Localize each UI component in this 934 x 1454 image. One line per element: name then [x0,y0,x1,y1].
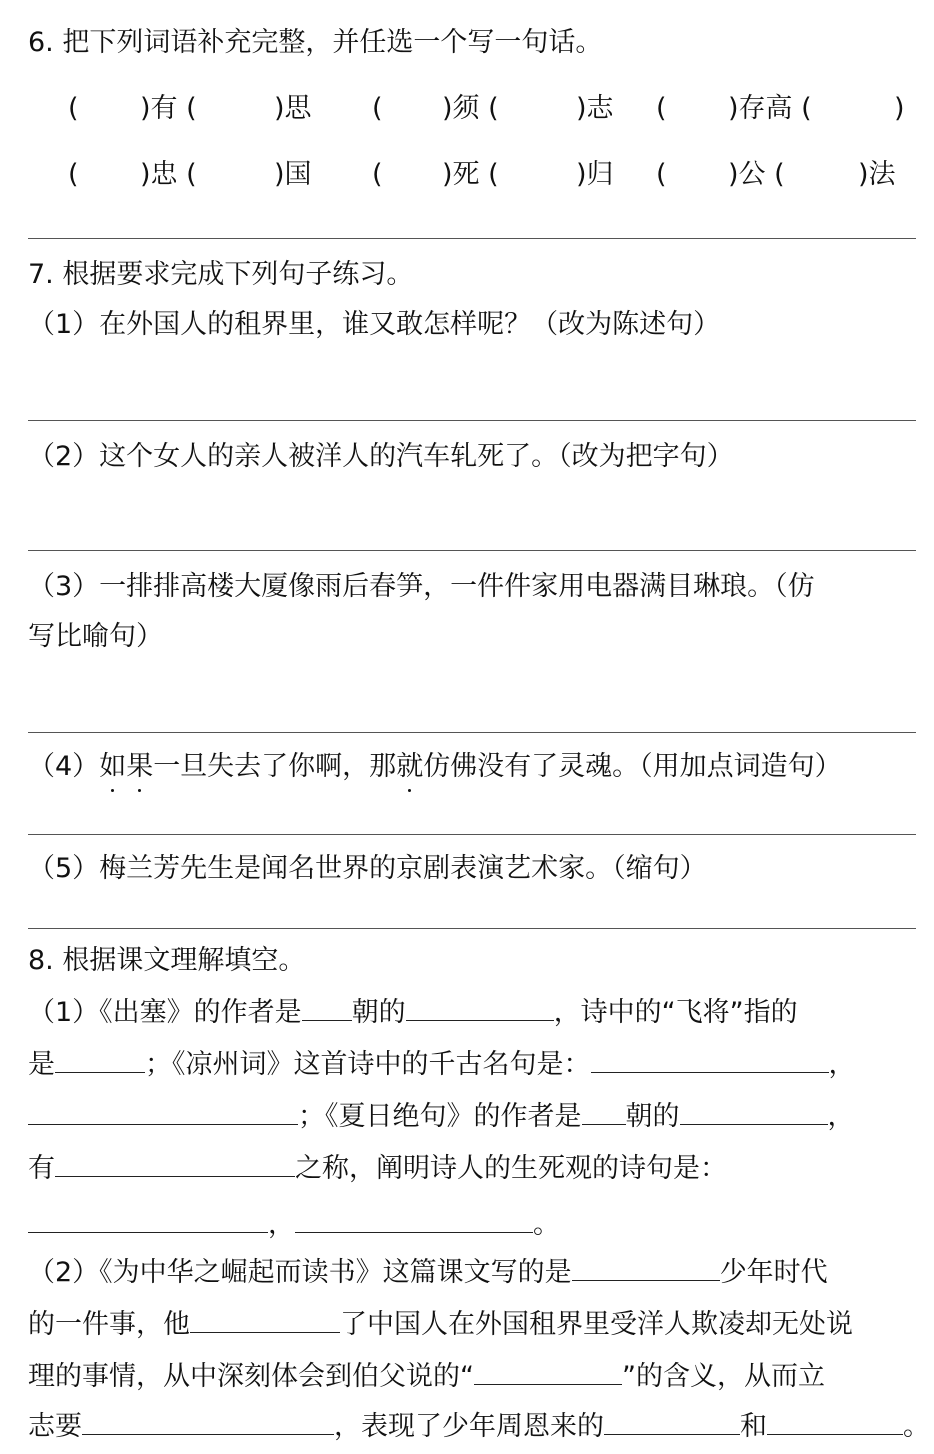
idiom-paren: ) [894,93,905,124]
fill-text: 志要 [28,1411,82,1442]
sentence-text: 一旦失去了你啊，那 [153,751,397,782]
idiom-paren: ( [68,159,79,190]
answer-line[interactable] [28,732,916,733]
fill-text: 的一件事，他 [28,1309,190,1340]
q8-part-2-line-2 [28,1308,853,1342]
idiom-paren: )有 ( [140,93,197,124]
fill-blank[interactable] [82,1412,334,1435]
idiom-paren: )死 ( [442,159,499,190]
fill-text: 理的事情，从中深刻体会到伯父说的“ [28,1361,474,1392]
q8-part-1-line-1 [28,996,798,1030]
fill-text: 是 [28,1049,55,1080]
answer-line[interactable] [28,550,916,551]
fill-text: ， [827,1101,855,1132]
idiom-paren: )公 ( [728,159,785,190]
fill-text: ；《凉州词》这首诗中的千古名句是： [145,1049,591,1080]
dotted-char: 果 [126,751,154,782]
fill-text: ， [828,1049,856,1080]
fill-blank[interactable] [55,1050,145,1073]
idiom-paren: ( [656,93,667,124]
fill-text: 少年时代 [719,1257,828,1288]
fill-text: ；《夏日绝句》的作者是 [298,1101,582,1132]
fill-text: 朝的 [625,1101,680,1132]
fill-text: 有 [28,1153,55,1184]
fill-text: 和 [740,1411,767,1442]
q7-sentence-3-line-2: 写比喻句） [28,621,163,652]
fill-blank[interactable] [406,998,554,1021]
fill-text: （1）《出塞》的作者是 [28,997,302,1028]
fill-text: （2）《为中华之崛起而读书》这篇课文写的是 [28,1257,572,1288]
fill-blank[interactable] [55,1154,295,1177]
q7-sentence-3-line-1: （3）一排排高楼大厦像雨后春笋，一件件家用电器满目琳琅。（仿 [28,571,815,602]
idiom-paren: ( [68,93,79,124]
idiom-paren: ( [372,93,383,124]
fill-text: 之称，阐明诗人的生死观的诗句是： [295,1153,727,1184]
idiom-paren: )国 [274,159,312,190]
dotted-char: 就 [396,751,424,782]
answer-line[interactable] [28,238,916,239]
idiom-paren: )志 [576,93,614,124]
idiom-paren: ( [372,159,383,190]
idiom-paren: ( [656,159,667,190]
q8-part-1-line-3 [28,1100,855,1134]
idiom-paren: )归 [576,159,614,190]
answer-line[interactable] [28,928,916,929]
fill-blank[interactable] [582,1102,626,1125]
q7-sentence-2: （2）这个女人的亲人被洋人的汽车轧死了。（改为把字句） [28,441,734,472]
q7-sentence-1: （1）在外国人的租界里，谁又敢怎样呢？（改为陈述句） [28,309,721,340]
fill-blank[interactable] [190,1310,340,1333]
fill-text: ， [268,1209,295,1240]
fill-blank[interactable] [604,1412,740,1435]
answer-line[interactable] [28,834,916,835]
q7-sentence-4 [28,750,842,784]
idiom-paren: )法 [858,159,896,190]
fill-text: 朝的 [351,997,406,1028]
fill-text: ”的含义，从而立 [622,1361,825,1392]
q8-title: 8. 根据课文理解填空。 [28,945,306,976]
fill-blank[interactable] [591,1050,829,1073]
fill-text: ，表现了少年周恩来的 [334,1411,604,1442]
idiom-paren: )存高 ( [728,93,812,124]
idiom-paren: )忠 ( [140,159,197,190]
q8-part-1-line-4 [28,1152,727,1186]
fill-blank[interactable] [572,1258,720,1281]
q8-part-2-line-3 [28,1360,825,1394]
answer-line[interactable] [28,420,916,421]
fill-text: 。 [533,1209,560,1240]
fill-blank[interactable] [302,998,352,1021]
q7-sentence-5: （5）梅兰芳先生是闻名世界的京剧表演艺术家。（缩句） [28,853,707,884]
idiom-paren: )思 [274,93,312,124]
q8-part-2-line-1 [28,1256,828,1290]
idiom-paren: )须 ( [442,93,499,124]
q8-part-2-line-4 [28,1410,930,1444]
dotted-char: 如 [99,751,127,782]
fill-text: 。 [903,1411,930,1442]
fill-blank[interactable] [295,1210,533,1233]
fill-blank[interactable] [28,1102,298,1125]
q8-part-1-line-2 [28,1048,856,1082]
fill-blank[interactable] [680,1102,828,1125]
sentence-text: （4） [28,751,100,782]
fill-blank[interactable] [474,1362,622,1385]
fill-text: ，诗中的“飞将”指的 [553,997,798,1028]
fill-text: 了中国人在外国租界里受洋人欺凌却无处说 [340,1309,853,1340]
fill-blank[interactable] [28,1210,268,1233]
q8-part-1-line-5 [28,1208,560,1242]
q7-title: 7. 根据要求完成下列句子练习。 [28,259,414,290]
q6-title: 6. 把下列词语补充完整，并任选一个写一句话。 [28,27,603,58]
fill-blank[interactable] [767,1412,903,1435]
sentence-text: 仿佛没有了灵魂。（用加点词造句） [423,751,842,782]
